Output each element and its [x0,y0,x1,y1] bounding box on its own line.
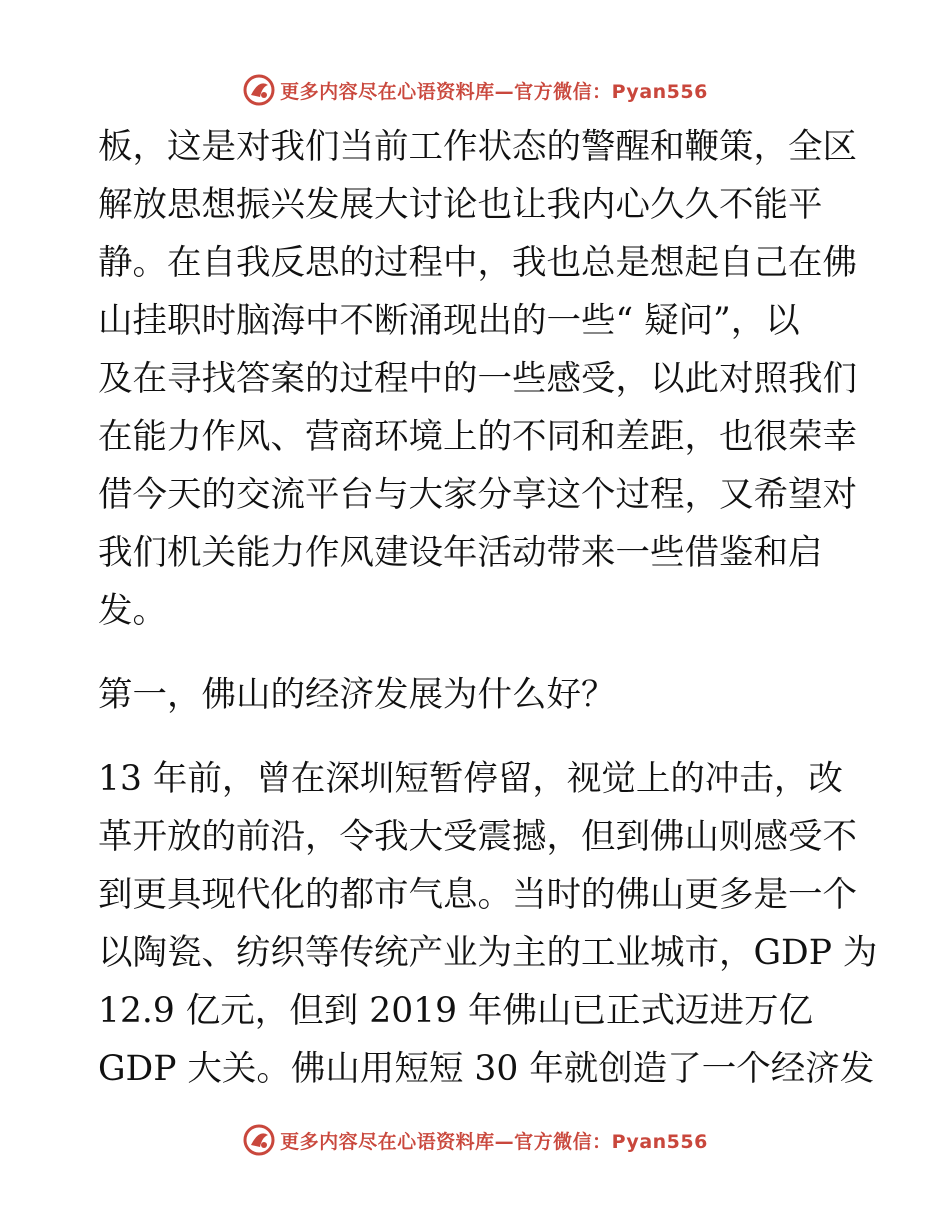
footer-watermark [0,1120,950,1160]
text-line: 我们机关能力作风建设年活动带来一些借鉴和启 [98,533,823,573]
text-line: 借今天的交流平台与大家分享这个过程，又希望对 [98,475,857,515]
brand-logo-icon [242,1123,276,1157]
paragraph-1 [98,118,858,640]
text-line: 在能力作风、营商环境上的不同和差距，也很荣幸 [98,417,857,457]
text-line: 解放思想振兴发展大讨论也让我内心久久不能平 [98,185,823,225]
text-line: 13 年前，曾在深圳短暂停留，视觉上的冲击，改 [98,759,843,799]
paragraph-2 [98,750,878,1098]
heading-line: 第一，佛山的经济发展为什么好？ [98,675,616,715]
text-line: 静。在自我反思的过程中，我也总是想起自己在佛 [98,243,857,283]
document-body [98,118,878,1098]
watermark-text: 更多内容尽在心语资料库—官方微信：Pyan556 [280,80,708,103]
text-line: GDP 大关。佛山用短短 30 年就创造了一个经济发 [98,1049,875,1089]
text-line: 板，这是对我们当前工作状态的警醒和鞭策，全区 [98,127,857,167]
section-heading [98,666,858,724]
brand-logo-icon [242,73,276,107]
header-watermark [0,70,950,110]
watermark-text: 更多内容尽在心语资料库—官方微信：Pyan556 [280,1130,708,1153]
text-line: 到更具现代化的都市气息。当时的佛山更多是一个 [98,875,857,915]
text-line: 及在寻找答案的过程中的一些感受，以此对照我们 [98,359,857,399]
text-line: 发。 [98,591,167,631]
text-line: 12.9 亿元，但到 2019 年佛山已正式迈进万亿 [98,991,814,1031]
text-line: 山挂职时脑海中不断涌现出的一些“ 疑问”，以 [98,301,800,341]
text-line: 以陶瓷、纺织等传统产业为主的工业城市，GDP 为 [98,933,878,973]
text-line: 革开放的前沿，令我大受震撼，但到佛山则感受不 [98,817,857,857]
